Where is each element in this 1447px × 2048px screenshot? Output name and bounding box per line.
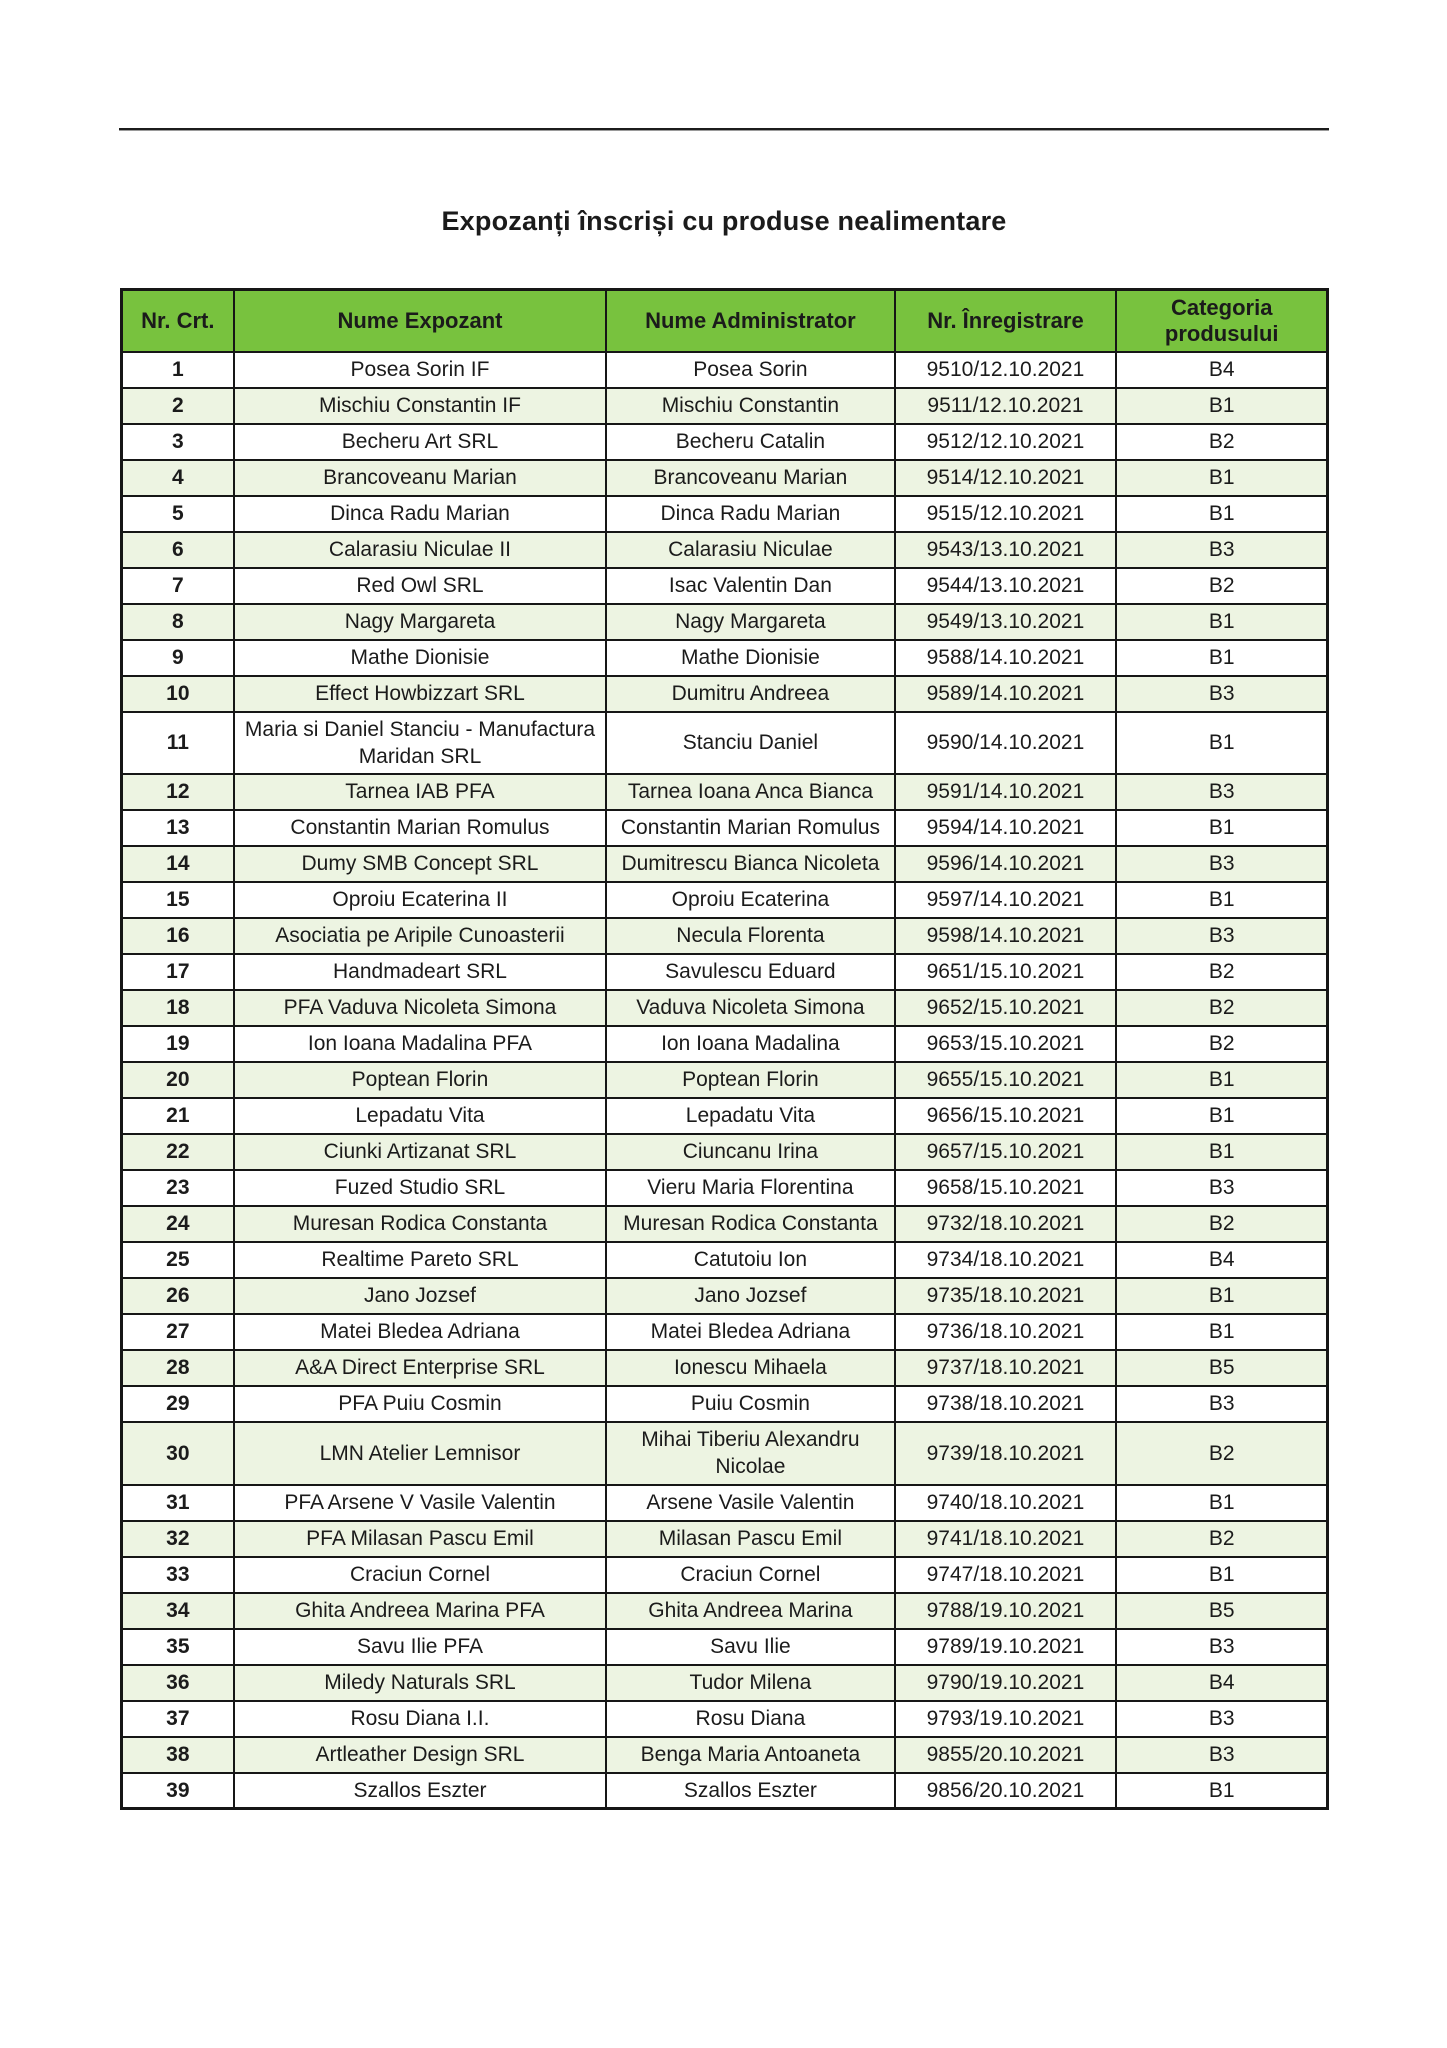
administrator-name-cell: Posea Sorin xyxy=(606,352,894,388)
exhibitor-name-cell: Nagy Margareta xyxy=(234,604,607,640)
table-header-row xyxy=(122,290,1328,352)
table-row xyxy=(122,1350,1328,1386)
administrator-name-cell: Ghita Andreea Marina xyxy=(606,1593,894,1629)
row-number-cell: 28 xyxy=(122,1350,234,1386)
table-row xyxy=(122,1170,1328,1206)
row-number-cell: 36 xyxy=(122,1665,234,1701)
table-row xyxy=(122,676,1328,712)
row-number-cell: 9 xyxy=(122,640,234,676)
registration-number-cell: 9653/15.10.2021 xyxy=(895,1026,1117,1062)
administrator-name-cell: Stanciu Daniel xyxy=(606,712,894,775)
exhibitor-name-cell: Muresan Rodica Constanta xyxy=(234,1206,607,1242)
row-number-cell: 14 xyxy=(122,846,234,882)
administrator-name-cell: Necula Florenta xyxy=(606,918,894,954)
exhibitor-name-cell: Mischiu Constantin IF xyxy=(234,388,607,424)
administrator-name-cell: Calarasiu Niculae xyxy=(606,532,894,568)
registration-number-cell: 9652/15.10.2021 xyxy=(895,990,1117,1026)
row-number-cell: 3 xyxy=(122,424,234,460)
table-row xyxy=(122,496,1328,532)
product-category-cell: B2 xyxy=(1116,990,1327,1026)
administrator-name-cell: Matei Bledea Adriana xyxy=(606,1314,894,1350)
column-header-nr-inregistrare: Nr. Înregistrare xyxy=(895,290,1117,352)
table-row xyxy=(122,424,1328,460)
table-row xyxy=(122,954,1328,990)
row-number-cell: 6 xyxy=(122,532,234,568)
registration-number-cell: 9790/19.10.2021 xyxy=(895,1665,1117,1701)
administrator-name-cell: Szallos Eszter xyxy=(606,1773,894,1809)
registration-number-cell: 9591/14.10.2021 xyxy=(895,774,1117,810)
row-number-cell: 7 xyxy=(122,568,234,604)
administrator-name-cell: Mihai Tiberiu Alexandru Nicolae xyxy=(606,1422,894,1485)
exhibitor-name-cell: Artleather Design SRL xyxy=(234,1737,607,1773)
exhibitor-name-cell: Ion Ioana Madalina PFA xyxy=(234,1026,607,1062)
table-row xyxy=(122,1521,1328,1557)
product-category-cell: B2 xyxy=(1116,1026,1327,1062)
column-header-categoria-produsului: Categoria produsului xyxy=(1116,290,1327,352)
table-row xyxy=(122,1593,1328,1629)
table-row xyxy=(122,712,1328,775)
product-category-cell: B1 xyxy=(1116,1134,1327,1170)
registration-number-cell: 9511/12.10.2021 xyxy=(895,388,1117,424)
registration-number-cell: 9732/18.10.2021 xyxy=(895,1206,1117,1242)
horizontal-rule xyxy=(119,128,1329,131)
row-number-cell: 4 xyxy=(122,460,234,496)
row-number-cell: 16 xyxy=(122,918,234,954)
table-row xyxy=(122,1557,1328,1593)
exhibitor-name-cell: Effect Howbizzart SRL xyxy=(234,676,607,712)
table-row xyxy=(122,1737,1328,1773)
administrator-name-cell: Muresan Rodica Constanta xyxy=(606,1206,894,1242)
registration-number-cell: 9789/19.10.2021 xyxy=(895,1629,1117,1665)
row-number-cell: 20 xyxy=(122,1062,234,1098)
exhibitor-name-cell: Calarasiu Niculae II xyxy=(234,532,607,568)
product-category-cell: B1 xyxy=(1116,604,1327,640)
table-row xyxy=(122,882,1328,918)
row-number-cell: 24 xyxy=(122,1206,234,1242)
product-category-cell: B4 xyxy=(1116,352,1327,388)
administrator-name-cell: Savulescu Eduard xyxy=(606,954,894,990)
product-category-cell: B5 xyxy=(1116,1350,1327,1386)
administrator-name-cell: Catutoiu Ion xyxy=(606,1242,894,1278)
table-row xyxy=(122,1062,1328,1098)
administrator-name-cell: Ion Ioana Madalina xyxy=(606,1026,894,1062)
product-category-cell: B1 xyxy=(1116,1773,1327,1809)
exhibitor-name-cell: Szallos Eszter xyxy=(234,1773,607,1809)
exhibitor-name-cell: Fuzed Studio SRL xyxy=(234,1170,607,1206)
product-category-cell: B1 xyxy=(1116,460,1327,496)
table-row xyxy=(122,846,1328,882)
exhibitor-name-cell: Lepadatu Vita xyxy=(234,1098,607,1134)
administrator-name-cell: Lepadatu Vita xyxy=(606,1098,894,1134)
table-row xyxy=(122,568,1328,604)
administrator-name-cell: Nagy Margareta xyxy=(606,604,894,640)
table-row xyxy=(122,1026,1328,1062)
registration-number-cell: 9739/18.10.2021 xyxy=(895,1422,1117,1485)
product-category-cell: B1 xyxy=(1116,1314,1327,1350)
table-row xyxy=(122,1278,1328,1314)
administrator-name-cell: Ionescu Mihaela xyxy=(606,1350,894,1386)
row-number-cell: 25 xyxy=(122,1242,234,1278)
registration-number-cell: 9735/18.10.2021 xyxy=(895,1278,1117,1314)
registration-number-cell: 9656/15.10.2021 xyxy=(895,1098,1117,1134)
registration-number-cell: 9588/14.10.2021 xyxy=(895,640,1117,676)
registration-number-cell: 9736/18.10.2021 xyxy=(895,1314,1117,1350)
table-row xyxy=(122,918,1328,954)
product-category-cell: B3 xyxy=(1116,1386,1327,1422)
administrator-name-cell: Rosu Diana xyxy=(606,1701,894,1737)
row-number-cell: 39 xyxy=(122,1773,234,1809)
registration-number-cell: 9512/12.10.2021 xyxy=(895,424,1117,460)
row-number-cell: 12 xyxy=(122,774,234,810)
exhibitor-name-cell: Posea Sorin IF xyxy=(234,352,607,388)
registration-number-cell: 9741/18.10.2021 xyxy=(895,1521,1117,1557)
table-row xyxy=(122,532,1328,568)
administrator-name-cell: Dinca Radu Marian xyxy=(606,496,894,532)
exhibitor-name-cell: Oproiu Ecaterina II xyxy=(234,882,607,918)
page-title: Expozanți înscriși cu produse nealimentare xyxy=(441,206,1007,236)
administrator-name-cell: Jano Jozsef xyxy=(606,1278,894,1314)
administrator-name-cell: Ciuncanu Irina xyxy=(606,1134,894,1170)
exhibitor-name-cell: A&A Direct Enterprise SRL xyxy=(234,1350,607,1386)
exhibitor-name-cell: Asociatia pe Aripile Cunoasterii xyxy=(234,918,607,954)
administrator-name-cell: Arsene Vasile Valentin xyxy=(606,1485,894,1521)
product-category-cell: B3 xyxy=(1116,1701,1327,1737)
row-number-cell: 30 xyxy=(122,1422,234,1485)
exhibitor-name-cell: Craciun Cornel xyxy=(234,1557,607,1593)
registration-number-cell: 9651/15.10.2021 xyxy=(895,954,1117,990)
registration-number-cell: 9740/18.10.2021 xyxy=(895,1485,1117,1521)
column-header-nume-expozant: Nume Expozant xyxy=(234,290,607,352)
exhibitor-name-cell: Miledy Naturals SRL xyxy=(234,1665,607,1701)
product-category-cell: B2 xyxy=(1116,954,1327,990)
product-category-cell: B1 xyxy=(1116,882,1327,918)
exhibitor-name-cell: PFA Milasan Pascu Emil xyxy=(234,1521,607,1557)
administrator-name-cell: Tarnea Ioana Anca Bianca xyxy=(606,774,894,810)
product-category-cell: B1 xyxy=(1116,388,1327,424)
row-number-cell: 19 xyxy=(122,1026,234,1062)
product-category-cell: B1 xyxy=(1116,712,1327,775)
row-number-cell: 34 xyxy=(122,1593,234,1629)
table-row xyxy=(122,1701,1328,1737)
table-body xyxy=(122,352,1328,1809)
registration-number-cell: 9793/19.10.2021 xyxy=(895,1701,1117,1737)
administrator-name-cell: Oproiu Ecaterina xyxy=(606,882,894,918)
registration-number-cell: 9855/20.10.2021 xyxy=(895,1737,1117,1773)
product-category-cell: B1 xyxy=(1116,1485,1327,1521)
table-row xyxy=(122,640,1328,676)
row-number-cell: 31 xyxy=(122,1485,234,1521)
product-category-cell: B1 xyxy=(1116,1098,1327,1134)
administrator-name-cell: Puiu Cosmin xyxy=(606,1386,894,1422)
product-category-cell: B3 xyxy=(1116,846,1327,882)
registration-number-cell: 9655/15.10.2021 xyxy=(895,1062,1117,1098)
registration-number-cell: 9658/15.10.2021 xyxy=(895,1170,1117,1206)
registration-number-cell: 9543/13.10.2021 xyxy=(895,532,1117,568)
administrator-name-cell: Brancoveanu Marian xyxy=(606,460,894,496)
registration-number-cell: 9788/19.10.2021 xyxy=(895,1593,1117,1629)
table-row xyxy=(122,810,1328,846)
row-number-cell: 11 xyxy=(122,712,234,775)
exhibitor-name-cell: LMN Atelier Lemnisor xyxy=(234,1422,607,1485)
table-row xyxy=(122,1485,1328,1521)
row-number-cell: 37 xyxy=(122,1701,234,1737)
administrator-name-cell: Vieru Maria Florentina xyxy=(606,1170,894,1206)
exhibitor-name-cell: Red Owl SRL xyxy=(234,568,607,604)
product-category-cell: B2 xyxy=(1116,1206,1327,1242)
row-number-cell: 17 xyxy=(122,954,234,990)
product-category-cell: B3 xyxy=(1116,532,1327,568)
exhibitors-table xyxy=(120,288,1329,1810)
administrator-name-cell: Mathe Dionisie xyxy=(606,640,894,676)
registration-number-cell: 9738/18.10.2021 xyxy=(895,1386,1117,1422)
registration-number-cell: 9510/12.10.2021 xyxy=(895,352,1117,388)
product-category-cell: B1 xyxy=(1116,1062,1327,1098)
table-row xyxy=(122,352,1328,388)
administrator-name-cell: Dumitrescu Bianca Nicoleta xyxy=(606,846,894,882)
product-category-cell: B4 xyxy=(1116,1665,1327,1701)
registration-number-cell: 9597/14.10.2021 xyxy=(895,882,1117,918)
registration-number-cell: 9747/18.10.2021 xyxy=(895,1557,1117,1593)
table-row xyxy=(122,1242,1328,1278)
product-category-cell: B1 xyxy=(1116,1557,1327,1593)
table-row xyxy=(122,388,1328,424)
column-header-nume-administrator: Nume Administrator xyxy=(606,290,894,352)
row-number-cell: 32 xyxy=(122,1521,234,1557)
exhibitor-name-cell: PFA Arsene V Vasile Valentin xyxy=(234,1485,607,1521)
exhibitor-name-cell: Rosu Diana I.I. xyxy=(234,1701,607,1737)
table-row xyxy=(122,1422,1328,1485)
exhibitor-name-cell: PFA Puiu Cosmin xyxy=(234,1386,607,1422)
product-category-cell: B2 xyxy=(1116,568,1327,604)
exhibitor-name-cell: Becheru Art SRL xyxy=(234,424,607,460)
table-row xyxy=(122,460,1328,496)
table-row xyxy=(122,1629,1328,1665)
table-row xyxy=(122,1098,1328,1134)
row-number-cell: 33 xyxy=(122,1557,234,1593)
product-category-cell: B1 xyxy=(1116,1278,1327,1314)
product-category-cell: B4 xyxy=(1116,1242,1327,1278)
administrator-name-cell: Poptean Florin xyxy=(606,1062,894,1098)
table-row xyxy=(122,774,1328,810)
exhibitor-name-cell: Matei Bledea Adriana xyxy=(234,1314,607,1350)
exhibitor-name-cell: Ciunki Artizanat SRL xyxy=(234,1134,607,1170)
registration-number-cell: 9596/14.10.2021 xyxy=(895,846,1117,882)
row-number-cell: 13 xyxy=(122,810,234,846)
registration-number-cell: 9515/12.10.2021 xyxy=(895,496,1117,532)
exhibitor-name-cell: Dumy SMB Concept SRL xyxy=(234,846,607,882)
administrator-name-cell: Milasan Pascu Emil xyxy=(606,1521,894,1557)
product-category-cell: B2 xyxy=(1116,1422,1327,1485)
exhibitor-name-cell: PFA Vaduva Nicoleta Simona xyxy=(234,990,607,1026)
product-category-cell: B1 xyxy=(1116,640,1327,676)
product-category-cell: B1 xyxy=(1116,496,1327,532)
registration-number-cell: 9549/13.10.2021 xyxy=(895,604,1117,640)
product-category-cell: B3 xyxy=(1116,1170,1327,1206)
table-row xyxy=(122,604,1328,640)
administrator-name-cell: Isac Valentin Dan xyxy=(606,568,894,604)
exhibitor-name-cell: Dinca Radu Marian xyxy=(234,496,607,532)
row-number-cell: 15 xyxy=(122,882,234,918)
row-number-cell: 5 xyxy=(122,496,234,532)
row-number-cell: 2 xyxy=(122,388,234,424)
product-category-cell: B3 xyxy=(1116,1629,1327,1665)
product-category-cell: B2 xyxy=(1116,1521,1327,1557)
exhibitor-name-cell: Realtime Pareto SRL xyxy=(234,1242,607,1278)
table-row xyxy=(122,1665,1328,1701)
registration-number-cell: 9856/20.10.2021 xyxy=(895,1773,1117,1809)
table-row xyxy=(122,1773,1328,1809)
exhibitor-name-cell: Handmadeart SRL xyxy=(234,954,607,990)
row-number-cell: 38 xyxy=(122,1737,234,1773)
product-category-cell: B3 xyxy=(1116,676,1327,712)
registration-number-cell: 9734/18.10.2021 xyxy=(895,1242,1117,1278)
row-number-cell: 35 xyxy=(122,1629,234,1665)
row-number-cell: 21 xyxy=(122,1098,234,1134)
registration-number-cell: 9594/14.10.2021 xyxy=(895,810,1117,846)
registration-number-cell: 9514/12.10.2021 xyxy=(895,460,1117,496)
row-number-cell: 8 xyxy=(122,604,234,640)
row-number-cell: 18 xyxy=(122,990,234,1026)
table-row xyxy=(122,1314,1328,1350)
administrator-name-cell: Benga Maria Antoaneta xyxy=(606,1737,894,1773)
product-category-cell: B3 xyxy=(1116,774,1327,810)
registration-number-cell: 9598/14.10.2021 xyxy=(895,918,1117,954)
exhibitor-name-cell: Tarnea IAB PFA xyxy=(234,774,607,810)
exhibitor-name-cell: Savu Ilie PFA xyxy=(234,1629,607,1665)
administrator-name-cell: Savu Ilie xyxy=(606,1629,894,1665)
administrator-name-cell: Dumitru Andreea xyxy=(606,676,894,712)
product-category-cell: B3 xyxy=(1116,918,1327,954)
registration-number-cell: 9737/18.10.2021 xyxy=(895,1350,1117,1386)
exhibitor-name-cell: Ghita Andreea Marina PFA xyxy=(234,1593,607,1629)
table-row xyxy=(122,990,1328,1026)
product-category-cell: B1 xyxy=(1116,810,1327,846)
administrator-name-cell: Craciun Cornel xyxy=(606,1557,894,1593)
exhibitor-name-cell: Constantin Marian Romulus xyxy=(234,810,607,846)
table-row xyxy=(122,1134,1328,1170)
registration-number-cell: 9590/14.10.2021 xyxy=(895,712,1117,775)
row-number-cell: 29 xyxy=(122,1386,234,1422)
product-category-cell: B3 xyxy=(1116,1737,1327,1773)
column-header-nr-crt: Nr. Crt. xyxy=(122,290,234,352)
administrator-name-cell: Vaduva Nicoleta Simona xyxy=(606,990,894,1026)
exhibitor-name-cell: Brancoveanu Marian xyxy=(234,460,607,496)
registration-number-cell: 9657/15.10.2021 xyxy=(895,1134,1117,1170)
administrator-name-cell: Mischiu Constantin xyxy=(606,388,894,424)
exhibitor-name-cell: Maria si Daniel Stanciu - Manufactura Maridan SRL xyxy=(234,712,607,775)
row-number-cell: 22 xyxy=(122,1134,234,1170)
product-category-cell: B2 xyxy=(1116,424,1327,460)
table-container xyxy=(120,288,1329,1810)
administrator-name-cell: Becheru Catalin xyxy=(606,424,894,460)
registration-number-cell: 9544/13.10.2021 xyxy=(895,568,1117,604)
administrator-name-cell: Tudor Milena xyxy=(606,1665,894,1701)
row-number-cell: 10 xyxy=(122,676,234,712)
exhibitor-name-cell: Poptean Florin xyxy=(234,1062,607,1098)
row-number-cell: 1 xyxy=(122,352,234,388)
table-row xyxy=(122,1206,1328,1242)
exhibitor-name-cell: Jano Jozsef xyxy=(234,1278,607,1314)
registration-number-cell: 9589/14.10.2021 xyxy=(895,676,1117,712)
product-category-cell: B5 xyxy=(1116,1593,1327,1629)
row-number-cell: 23 xyxy=(122,1170,234,1206)
table-row xyxy=(122,1386,1328,1422)
row-number-cell: 27 xyxy=(122,1314,234,1350)
administrator-name-cell: Constantin Marian Romulus xyxy=(606,810,894,846)
exhibitor-name-cell: Mathe Dionisie xyxy=(234,640,607,676)
row-number-cell: 26 xyxy=(122,1278,234,1314)
